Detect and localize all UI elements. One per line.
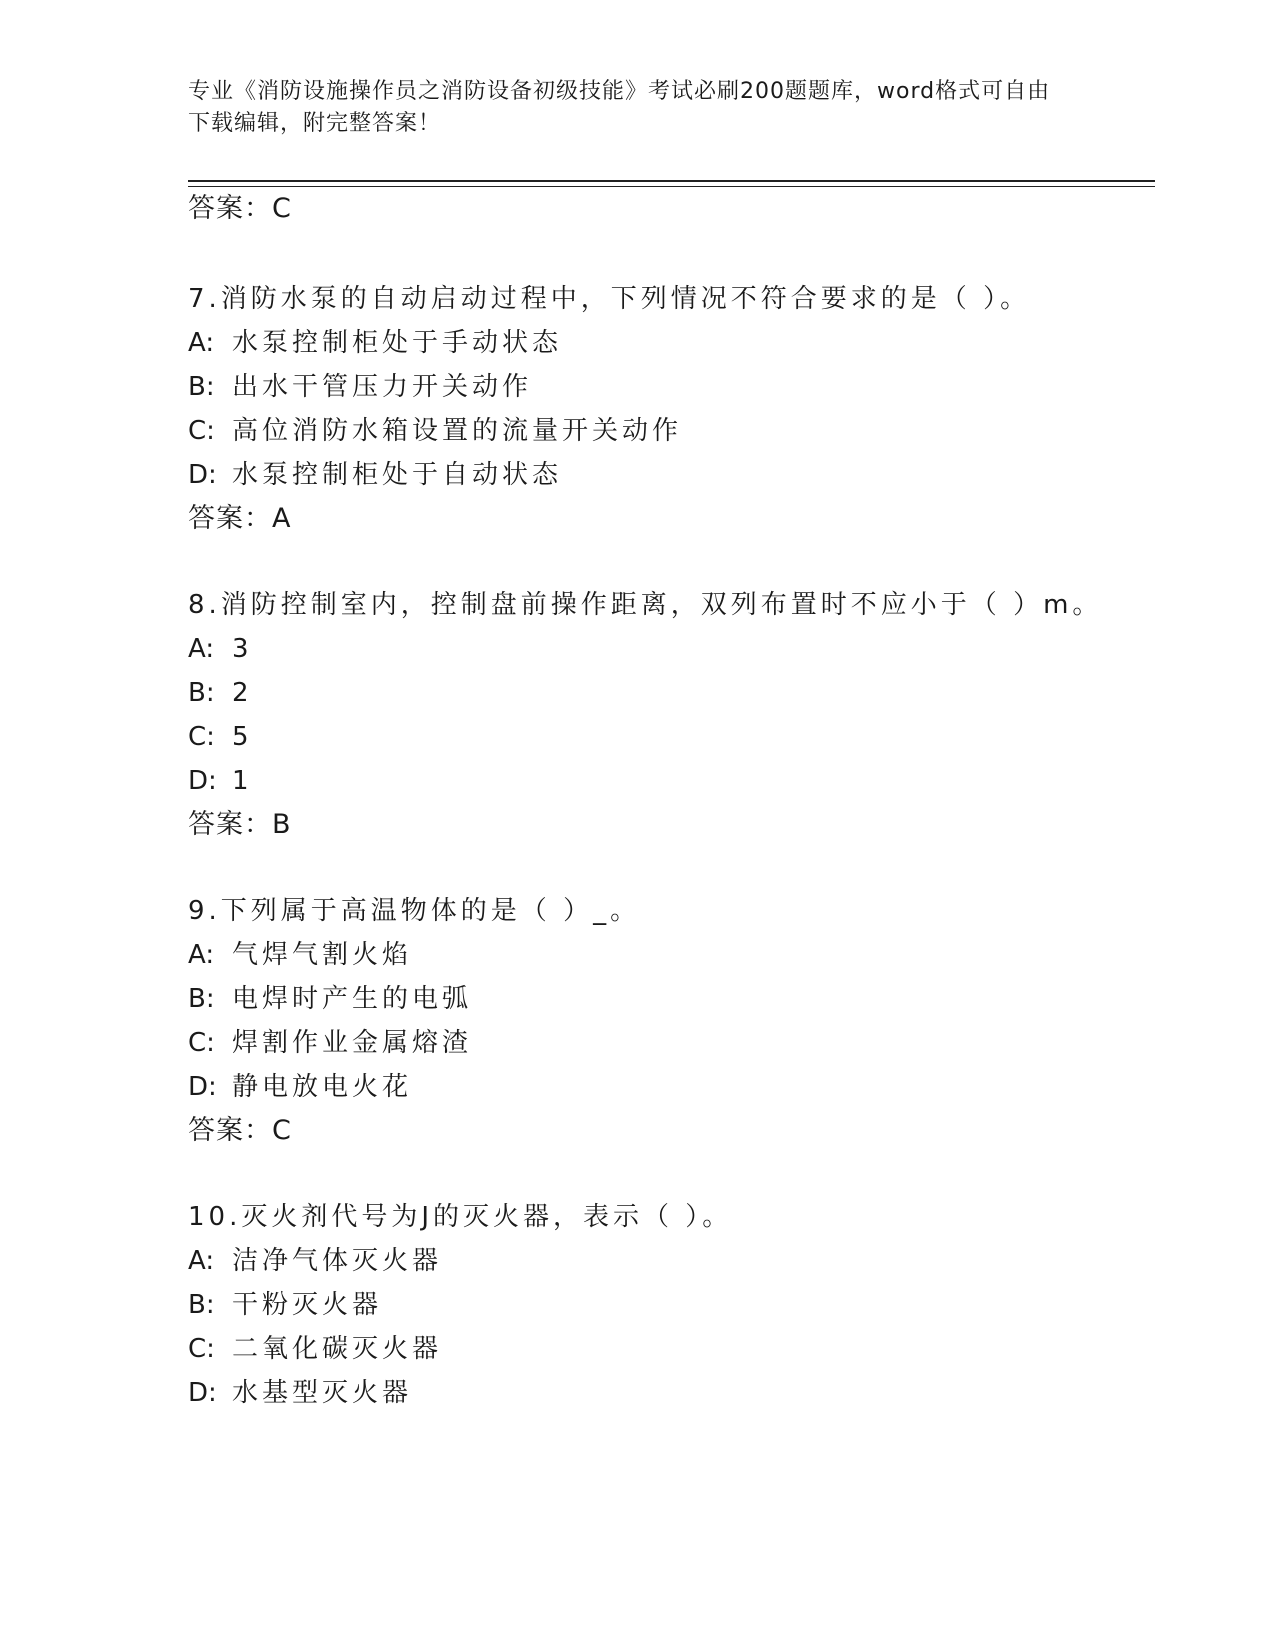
question-10-option-c bbox=[188, 1332, 442, 1366]
option-letter: C: bbox=[188, 722, 215, 752]
option-text: 5 bbox=[232, 722, 253, 752]
header-rule-thick bbox=[188, 180, 1155, 182]
question-10-option-b bbox=[188, 1288, 382, 1322]
question-9-option-b bbox=[188, 982, 472, 1016]
option-letter: D: bbox=[188, 1072, 217, 1102]
question-7-option-a bbox=[188, 326, 562, 360]
question-8-stem: 8.消防控制室内，控制盘前操作距离，双列布置时不应小于（ ）m。 bbox=[188, 590, 1103, 620]
question-8-option-a bbox=[188, 632, 253, 666]
question-9-option-a bbox=[188, 938, 412, 972]
previous-answer: 答案：C bbox=[188, 193, 292, 224]
option-letter: B: bbox=[188, 1290, 215, 1320]
question-9-answer: 答案：C bbox=[188, 1115, 292, 1146]
option-text: 电焊时产生的电弧 bbox=[232, 984, 473, 1014]
option-text: 气焊气割火焰 bbox=[232, 940, 413, 970]
option-text: 水基型灭火器 bbox=[232, 1378, 413, 1408]
option-letter: A: bbox=[188, 328, 215, 358]
option-text: 1 bbox=[232, 766, 253, 796]
question-8-option-d bbox=[188, 764, 253, 798]
option-letter: C: bbox=[188, 1028, 215, 1058]
question-10-stem: 10.灭火剂代号为J的灭火器，表示（ ）。 bbox=[188, 1202, 733, 1232]
option-letter: D: bbox=[188, 766, 217, 796]
question-7-stem: 7.消防水泵的自动启动过程中，下列情况不符合要求的是（ ）。 bbox=[188, 284, 1031, 314]
option-letter: B: bbox=[188, 372, 215, 402]
option-text: 水泵控制柜处于手动状态 bbox=[232, 328, 563, 358]
question-10-option-d bbox=[188, 1376, 412, 1410]
document-header: 专业《消防设施操作员之消防设备初级技能》考试必刷200题题库，word格式可自由下载编辑，附完整答案！ bbox=[188, 79, 1051, 136]
option-text: 3 bbox=[232, 634, 253, 664]
question-9-stem: 9.下列属于高温物体的是（ ）_。 bbox=[188, 896, 641, 926]
question-7-option-d bbox=[188, 458, 562, 492]
question-7-option-b bbox=[188, 370, 532, 404]
option-letter: C: bbox=[188, 1334, 215, 1364]
option-text: 出水干管压力开关动作 bbox=[232, 372, 533, 402]
question-10-option-a bbox=[188, 1244, 442, 1278]
option-text: 水泵控制柜处于自动状态 bbox=[232, 460, 563, 490]
option-text: 洁净气体灭火器 bbox=[232, 1246, 443, 1276]
header-rule-thin bbox=[188, 186, 1155, 187]
option-letter: D: bbox=[188, 1378, 217, 1408]
question-8-option-c bbox=[188, 720, 253, 754]
option-text: 焊割作业金属熔渣 bbox=[232, 1028, 473, 1058]
question-7-answer: 答案：A bbox=[188, 503, 292, 534]
option-letter: A: bbox=[188, 634, 215, 664]
option-letter: B: bbox=[188, 678, 215, 708]
question-8-answer: 答案：B bbox=[188, 809, 292, 840]
option-text: 2 bbox=[232, 678, 253, 708]
option-letter: A: bbox=[188, 940, 215, 970]
option-letter: C: bbox=[188, 416, 215, 446]
option-letter: D: bbox=[188, 460, 217, 490]
question-9-option-d bbox=[188, 1070, 412, 1104]
question-8-option-b bbox=[188, 676, 253, 710]
option-text: 二氧化碳灭火器 bbox=[232, 1334, 443, 1364]
option-text: 高位消防水箱设置的流量开关动作 bbox=[232, 416, 683, 446]
option-text: 静电放电火花 bbox=[232, 1072, 413, 1102]
question-9-option-c bbox=[188, 1026, 472, 1060]
question-7-option-c bbox=[188, 414, 682, 448]
option-letter: A: bbox=[188, 1246, 215, 1276]
option-text: 干粉灭火器 bbox=[232, 1290, 383, 1320]
option-letter: B: bbox=[188, 984, 215, 1014]
